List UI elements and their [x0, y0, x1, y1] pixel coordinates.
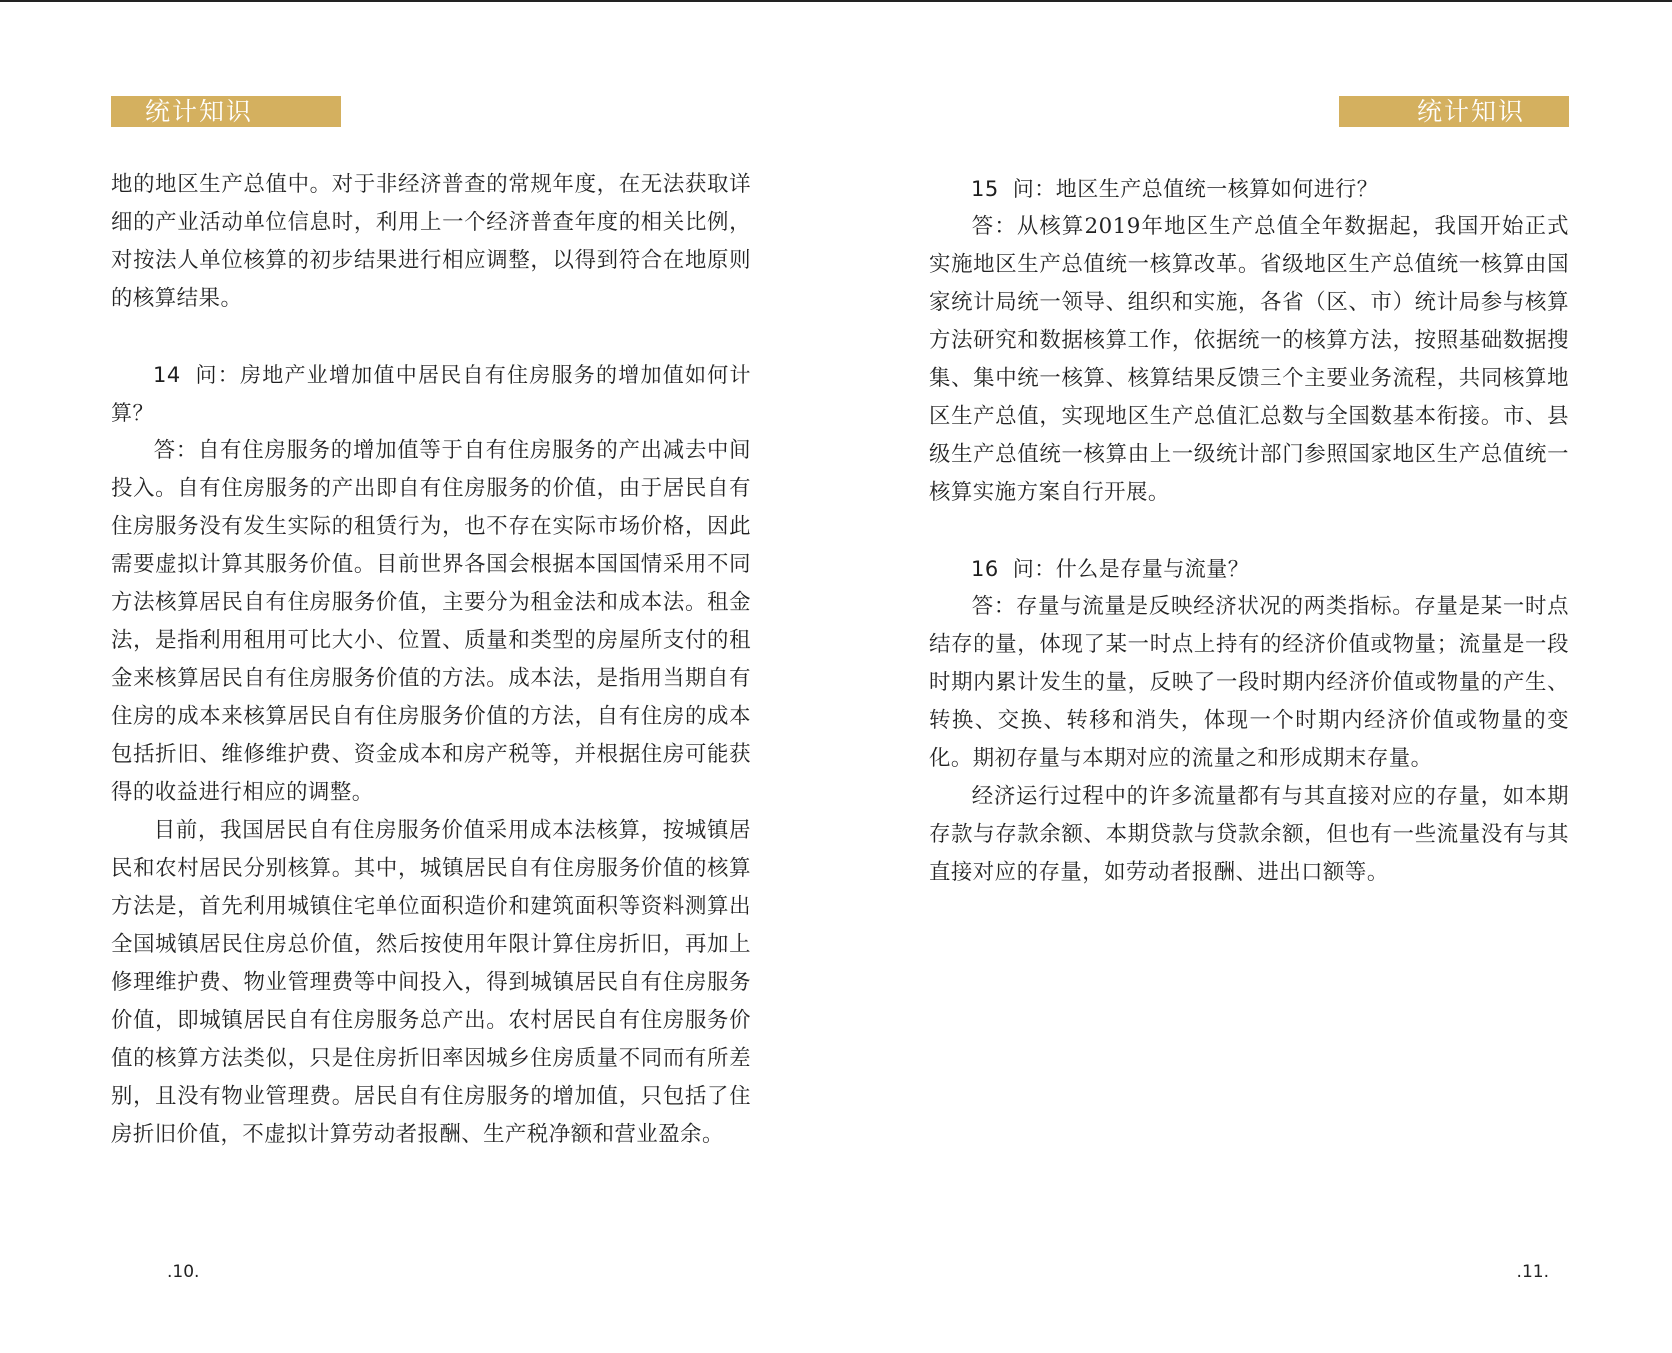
right-header-banner: 统计知识 — [1339, 96, 1569, 127]
answer-16-paragraph-2: 经济运行过程中的许多流量都有与其直接对应的存量，如本期存款与存款余额、本期贷款与贷款余额，但也有一些流量没有与其直接对应的存量，如劳动者报酬、进出口额等。 — [929, 784, 1569, 885]
left-page-content — [111, 166, 751, 1154]
section-gap — [111, 318, 751, 356]
question-16-heading — [929, 550, 1569, 588]
intro-paragraph: 地的地区生产总值中。对于非经济普查的常规年度，在无法获取详细的产业活动单位信息时，利用上一个经济普查年度的相关比例，对按法人单位核算的初步结果进行相应调整，以得到符合在地原则的核算结果。 — [111, 172, 751, 311]
left-page — [111, 0, 751, 1353]
question-16-number: 16 — [971, 557, 999, 581]
question-15-heading — [929, 170, 1569, 208]
question-16-text: 问：什么是存量与流量？ — [1012, 557, 1250, 581]
left-header-banner: 统计知识 — [111, 96, 341, 127]
right-page-number: .11. — [1516, 1262, 1549, 1282]
question-14-heading — [111, 356, 751, 432]
right-page-content — [929, 170, 1569, 892]
question-15-number: 15 — [971, 177, 999, 201]
answer-14-paragraph-2: 目前，我国居民自有住房服务价值采用成本法核算，按城镇居民和农村居民分别核算。其中，城镇居民自有住房服务价值的核算方法是，首先利用城镇住宅单位面积造价和建筑面积等资料测算出全国城镇居民住房总价值，然后按使用年限计算住房折旧，再加上修理维护费、物业管理费等中间投入，得到城镇居民自有住房服务价值，即城镇居民自有住房服务总产出。农村居民自有住房服务价值的核算方法类似，只是住房折旧率因城乡住房质量不同而有所差别，且没有物业管理费。居民自有住房服务的增加值，只包括了住房折旧价值，不虚拟计算劳动者报酬、生产税净额和营业盈余。 — [111, 818, 751, 1147]
right-page — [929, 0, 1569, 1353]
left-page-number: .10. — [167, 1262, 200, 1282]
section-gap — [929, 512, 1569, 550]
answer-14-paragraph-1: 答：自有住房服务的增加值等于自有住房服务的产出减去中间投入。自有住房服务的产出即自有住房服务的价值，由于居民自有住房服务没有发生实际的租赁行为，也不存在实际市场价格，因此需要虚拟计算其服务价值。目前世界各国会根据本国国情采用不同方法核算居民自有住房服务价值，主要分为租金法和成本法。租金法，是指利用租用可比大小、位置、质量和类型的房屋所支付的租金来核算居民自有住房服务价值的方法。成本法，是指用当期自有住房的成本来核算居民自有住房服务价值的方法，自有住房的成本包括折旧、维修维护费、资金成本和房产税等，并根据住房可能获得的收益进行相应的调整。 — [111, 438, 751, 805]
question-14-text: 问：房地产业增加值中居民自有住房服务的增加值如何计算？ — [111, 363, 751, 425]
answer-16-paragraph-1: 答：存量与流量是反映经济状况的两类指标。存量是某一时点结存的量，体现了某一时点上持有的经济价值或物量；流量是一段时期内累计发生的量，反映了一段时期内经济价值或物量的产生、转换、交换、转移和消失，体现一个时期内经济价值或物量的变化。期初存量与本期对应的流量之和形成期末存量。 — [929, 594, 1569, 771]
answer-15-paragraph-1: 答：从核算2019年地区生产总值全年数据起，我国开始正式实施地区生产总值统一核算改革。省级地区生产总值统一核算由国家统计局统一领导、组织和实施，各省（区、市）统计局参与核算方法研究和数据核算工作，依据统一的核算方法，按照基础数据搜集、集中统一核算、核算结果反馈三个主要业务流程，共同核算地区生产总值，实现地区生产总值汇总数与全国数基本衔接。市、县级生产总值统一核算由上一级统计部门参照国家地区生产总值统一核算实施方案自行开展。 — [929, 214, 1569, 505]
question-15-text: 问：地区生产总值统一核算如何进行？ — [1012, 177, 1379, 201]
question-14-number: 14 — [153, 363, 181, 387]
